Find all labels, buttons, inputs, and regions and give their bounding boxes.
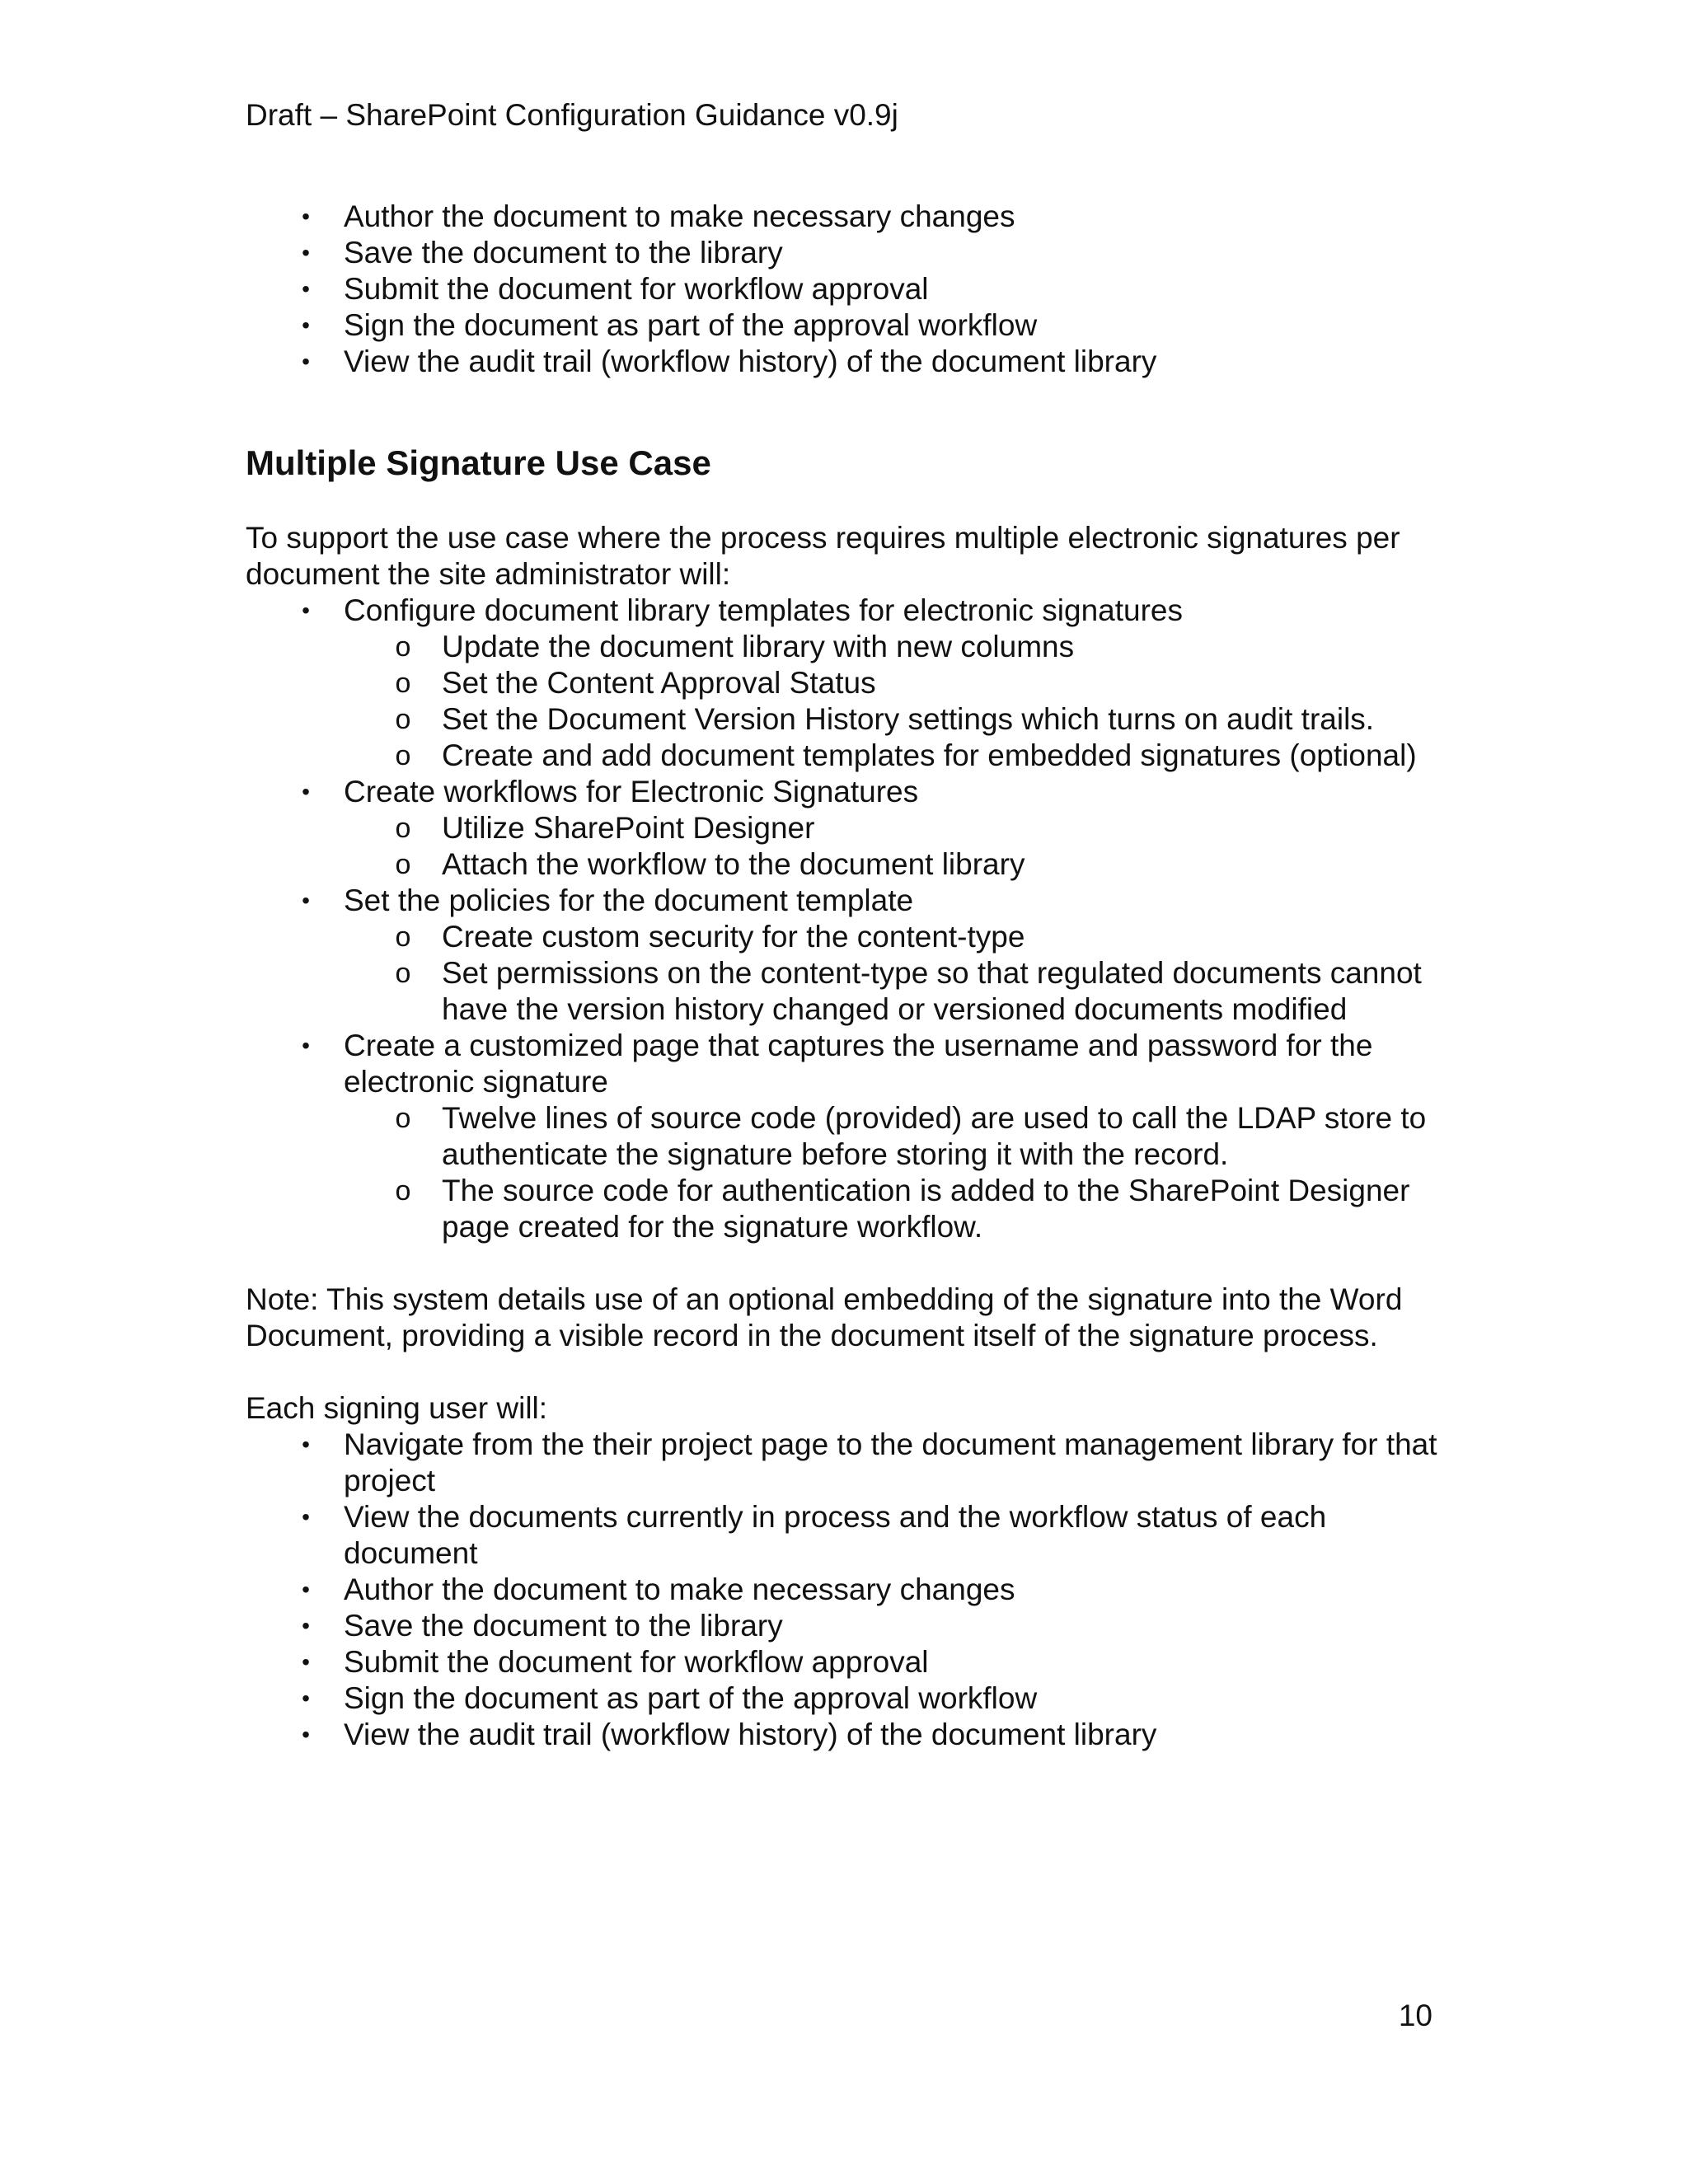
sub-list-item-text: The source code for authentication is added to the SharePoint Designer page created for the signature workflow. [442,1174,1410,1244]
list-item-text: View the documents currently in process and the workflow status of each document [344,1500,1327,1570]
circle-bullet-icon: o [395,813,411,844]
list-item-text: Save the document to the library [344,1609,783,1643]
list-item-text: Sign the document as part of the approval workflow [344,308,1038,342]
list-item-text: Create workflows for Electronic Signatures [344,775,919,808]
sub-list-item-text: Attach the workflow to the document library [442,847,1025,881]
page-number: 10 [1398,1999,1432,2032]
list-item [246,1680,1449,1717]
sub-list-item [246,1100,1449,1173]
bullet-icon: • [302,888,310,913]
list-item-text: View the audit trail (workflow history) of the document library [344,1718,1157,1751]
bullet-icon: • [302,1613,310,1638]
bullet-icon: • [302,779,310,804]
bullet-icon: • [302,349,310,374]
sub-list [246,810,1449,883]
list-item-text: Sign the document as part of the approval workflow [344,1681,1038,1715]
list-item-text: Set the policies for the document template [344,883,914,917]
sub-list-item-text: Create custom security for the content-type [442,920,1025,954]
list-item [246,271,1449,307]
sub-list-item [246,919,1449,955]
list-item [246,1608,1449,1644]
list-item [246,1427,1449,1499]
sub-list-item [246,955,1449,1028]
sub-list-item [246,738,1449,774]
sub-list-item-text: Update the document library with new columns [442,630,1075,663]
list-item [246,1717,1449,1753]
bullet-icon: • [302,1649,310,1675]
bullet-icon: • [302,1504,310,1530]
bullet-icon: • [302,240,310,265]
circle-bullet-icon: o [395,668,411,699]
circle-bullet-icon: o [395,849,411,880]
section-heading: Multiple Signature Use Case [246,443,711,482]
bullet-icon: • [302,1577,310,1602]
list-item-text: Navigate from the their project page to the document management library for that project [344,1427,1437,1497]
bullet-icon: • [302,312,310,338]
circle-bullet-icon: o [395,1103,411,1134]
sub-list [246,1100,1449,1245]
circle-bullet-icon: o [395,958,411,989]
list-item-text: View the audit trail (workflow history) of the document library [344,344,1157,378]
running-header: Draft – SharePoint Configuration Guidance v0.9j [246,98,898,132]
circle-bullet-icon: o [395,1175,411,1207]
sub-list-item [246,629,1449,665]
list-item-text: Create a customized page that captures the username and password for the electronic signature [344,1029,1373,1099]
bullet-icon: • [302,1685,310,1711]
note-paragraph: Note: This system details use of an optional embedding of the signature into the Word Document, providing a visible record in the document itself of the signature process. [246,1282,1403,1352]
admin-task-list [246,593,1449,1245]
list-item [246,307,1449,344]
sub-list [246,629,1449,774]
list-item-text: Submit the document for workflow approval [344,272,929,306]
sub-list-item-text: Twelve lines of source code (provided) are used to call the LDAP store to authenticate the signature before storing it with the record. [442,1101,1427,1171]
list-item [246,883,1449,1028]
list-item [246,1499,1449,1572]
bullet-icon: • [302,204,310,229]
sub-list-item [246,701,1449,738]
list-item [246,1028,1449,1245]
sub-list-item-text: Set the Document Version History settings which turns on audit trails. [442,702,1375,736]
sub-list-item-text: Create and add document templates for embedded signatures (optional) [442,738,1417,772]
list-item [246,199,1449,235]
sub-list-item [246,846,1449,883]
sub-list-item [246,1173,1449,1245]
list-item-text: Submit the document for workflow approval [344,1645,929,1679]
list-item-text: Configure document library templates for electronic signatures [344,593,1183,627]
sub-list-item-text: Set permissions on the content-type so that regulated documents cannot have the version history changed or versioned documents modified [442,956,1422,1026]
list-item [246,1644,1449,1680]
list-item-text: Author the document to make necessary changes [344,199,1015,233]
page-content [246,199,1449,1753]
user-intro: Each signing user will: [246,1391,548,1425]
list-item [246,235,1449,271]
user-task-list [246,1427,1449,1753]
circle-bullet-icon: o [395,740,411,771]
list-item [246,1572,1449,1608]
top-bullet-list [246,199,1449,380]
sub-list-item [246,810,1449,846]
list-item-text: Author the document to make necessary changes [344,1572,1015,1606]
sub-list-item-text: Set the Content Approval Status [442,666,876,700]
circle-bullet-icon: o [395,921,411,953]
circle-bullet-icon: o [395,704,411,735]
sub-list-item [246,665,1449,701]
circle-bullet-icon: o [395,631,411,663]
section-intro: To support the use case where the process requires multiple electronic signatures per document the site administrator will: [246,521,1400,591]
list-item [246,593,1449,774]
list-item-text: Save the document to the library [344,236,783,269]
bullet-icon: • [302,276,310,302]
bullet-icon: • [302,1033,310,1058]
bullet-icon: • [302,598,310,623]
list-item [246,774,1449,883]
sub-list [246,919,1449,1028]
sub-list-item-text: Utilize SharePoint Designer [442,811,815,845]
list-item [246,344,1449,380]
bullet-icon: • [302,1432,310,1457]
bullet-icon: • [302,1722,310,1747]
